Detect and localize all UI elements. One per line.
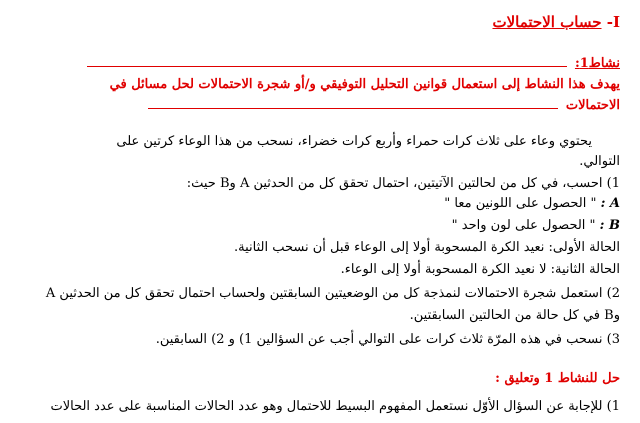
event-b-label: B : [599, 218, 620, 233]
case-1: الحالة الأولى: نعيد الكرة المسحوبة أولا إلى الوعاء قبل أن نسحب الثانية. [234, 240, 620, 255]
activity-label: نشاط1: [574, 56, 620, 71]
question-3: 3) نسحب في هذه المرّة ثلاث كرات على التوالي أجب عن السؤالين 1) و 2) السابقين. [155, 332, 620, 347]
underline-rule [148, 107, 558, 109]
question-2-line-2: وB في كل حالة من الحالتين السابقتين. [409, 308, 620, 323]
solution-title: حل للنشاط 1 وتعليق : [495, 371, 620, 386]
activity-label-line [20, 55, 620, 72]
event-b-text: " الحصول على لون واحد " [451, 218, 596, 233]
underline-rule [87, 65, 567, 67]
activity-goal-line-2 [20, 97, 620, 114]
event-a [20, 195, 620, 212]
case-2: الحالة الثانية: لا نعيد الكرة المسحوبة أولا إلى الوعاء. [340, 262, 620, 277]
solution-line-1: 1) للإجابة عن السؤال الأوّل نستعمل المفهوم البسيط للاحتمال وهو عدد الحالات المناسبة على عدد الحالات [50, 399, 620, 414]
section-heading [20, 14, 620, 31]
section-number: I- [606, 13, 620, 31]
statement-line-1: يحتوي وعاء على ثلاث كرات حمراء وأربع كرات خضراء، نسحب من هذا الوعاء كرتين على [116, 134, 592, 149]
event-a-label: A : [600, 196, 620, 211]
event-a-text: " الحصول على اللونين معا " [444, 196, 597, 211]
question-2-line-1: 2) استعمل شجرة الاحتمالات لنمذجة كل من الوضعيتين السابقتين ولحساب احتمال تحقق كل من الحدثين A [45, 286, 620, 301]
section-title: حساب الاحتمالات [492, 13, 602, 31]
activity-goal-text-2: الاحتمالات [565, 98, 620, 113]
question-1: 1) احسب، في كل من لحالتين الآتيتين، احتمال تحقق كل من الحدثين A وB حيث: [186, 176, 620, 191]
activity-goal-line-1: يهدف هذا النشاط إلى استعمال قوانين التحليل التوفيقي و/أو شجرة الاحتمالات لحل مسائل في [109, 77, 620, 92]
statement-line-2: التوالي. [579, 154, 620, 169]
event-b [20, 217, 620, 234]
